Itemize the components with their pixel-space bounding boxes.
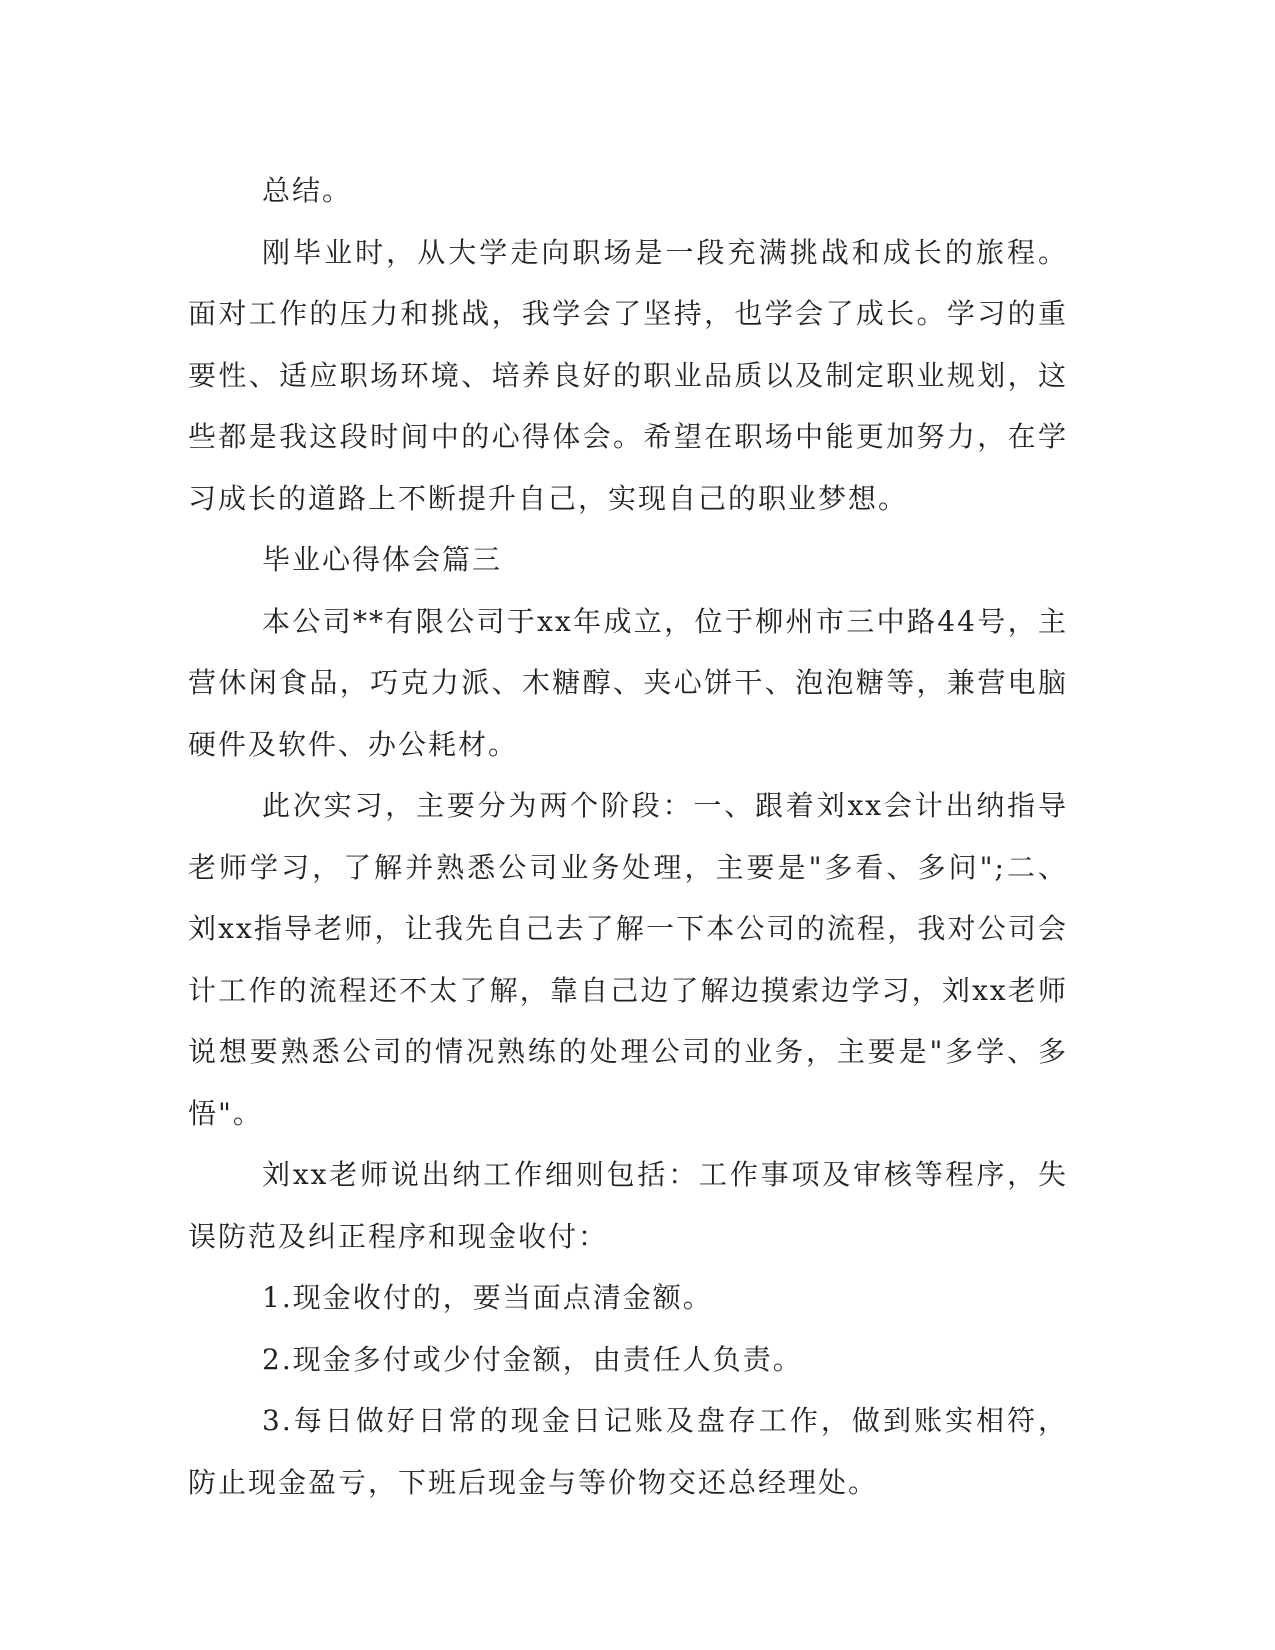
list-item-rule-3: 3.每日做好日常的现金日记账及盘存工作，做到账实相符，防止现金盈亏，下班后现金与等价物交还总经理处。 xyxy=(188,1404,1068,1499)
list-item-rule-1: 1.现金收付的，要当面点清金额。 xyxy=(262,1281,713,1314)
paragraph-cashier-rules: 刘xx老师说出纳工作细则包括：工作事项及审核等程序，失误防范及纠正程序和现金收付： xyxy=(188,1158,1068,1253)
section-heading: 毕业心得体会篇三 xyxy=(262,543,503,576)
document-body xyxy=(188,160,1068,1513)
paragraph-graduation-journey: 刚毕业时，从大学走向职场是一段充满挑战和成长的旅程。面对工作的压力和挑战，我学会了坚持，也学会了成长。学习的重要性、适应职场环境、培养良好的职业品质以及制定职业规划，这些都是我这段时间中的心得体会。希望在职场中能更加努力，在学习成长的道路上不断提升自己，实现自己的职业梦想。 xyxy=(188,235,1068,515)
paragraph-company-intro: 本公司**有限公司于xx年成立，位于柳州市三中路44号，主营休闲食品，巧克力派、木糖醇、夹心饼干、泡泡糖等，兼营电脑硬件及软件、办公耗材。 xyxy=(188,604,1068,761)
paragraph-summary-end: 总结。 xyxy=(262,174,353,207)
list-item-rule-2: 2.现金多付或少付金额，由责任人负责。 xyxy=(262,1342,803,1376)
paragraph-internship-stages: 此次实习，主要分为两个阶段：一、跟着刘xx会计出纳指导老师学习，了解并熟悉公司业务处理，主要是"多看、多问";二、刘xx指导老师，让我先自己去了解一下本公司的流程，我对公司会计工作的流程还不太了解，靠自己边了解边摸索边学习，刘xx老师说想要熟悉公司的情况熟练的处理公司的业务，主要是"多学、多悟"。 xyxy=(188,789,1068,1130)
